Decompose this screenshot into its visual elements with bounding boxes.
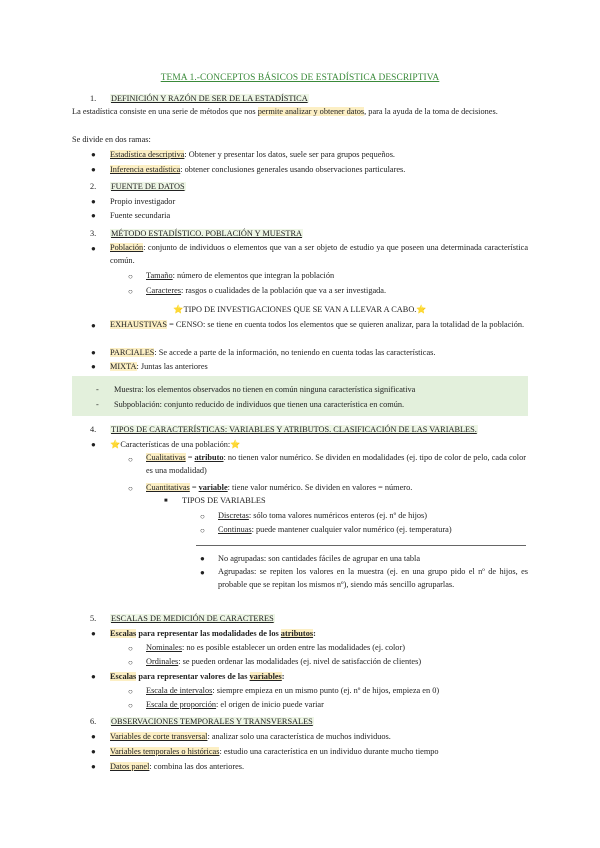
caracteristicas-item: [110, 439, 241, 451]
bullet-icon: ●: [200, 568, 205, 577]
list-item: [218, 510, 427, 522]
bullet-icon: ●: [91, 629, 96, 638]
list-item: Propio investigador: [110, 197, 176, 206]
list-item: [146, 285, 386, 297]
bullet-icon: ●: [91, 150, 96, 159]
bullet-icon: ●: [91, 732, 96, 741]
term: Ordinales: [146, 657, 179, 666]
intro-text-end: , para la ayuda de la toma de decisiones.: [364, 107, 498, 116]
term: Tamaño: [146, 271, 173, 280]
desc: : conjunto de individuos o elementos que van a ser objeto de estudio ya que poseen una determinada característica común.: [110, 243, 528, 265]
bullet-icon: ●: [91, 747, 96, 756]
term: EXHAUSTIVAS: [110, 320, 168, 329]
term: variables: [249, 672, 282, 681]
section-number: 6.: [90, 717, 97, 726]
desc: : combina las dos anteriores.: [149, 762, 245, 771]
tipos-variables-label: TIPOS DE VARIABLES: [182, 496, 266, 505]
section-title: ESCALAS DE MEDICIÓN DE CARACTERES: [111, 614, 274, 623]
bullet-icon: ●: [91, 440, 96, 449]
desc: = CENSO: se tiene en cuenta todos los elementos que se quieren analizar, para la totalidad de la población.: [167, 320, 525, 329]
list-item: [110, 746, 439, 758]
list-item: [146, 685, 439, 697]
circle-bullet-icon: ○: [128, 644, 133, 653]
document-title: TEMA 1.-CONCEPTOS BÁSICOS DE ESTADÍSTICA DESCRIPTIVA: [160, 73, 440, 83]
cuantitativas-item: [146, 482, 412, 494]
desc: : no tienen valor numérico. Se dividen en modalidades (ej. tipo de color de pelo, cada color es una modalidad): [146, 453, 527, 475]
circle-bullet-icon: ○: [128, 455, 133, 464]
text: :: [313, 629, 316, 638]
box-item: Subpoblación: conjunto reducido de individuos que tienen una característica en común.: [114, 400, 405, 409]
term: MIXTA: [110, 362, 137, 371]
eq: =: [185, 453, 195, 462]
term: PARCIALES: [110, 348, 155, 357]
poblacion-item: [110, 242, 528, 267]
eq: =: [189, 483, 199, 492]
desc: : siempre empieza en un mismo punto (ej. nº de hijos, empieza en 0): [212, 686, 440, 695]
attr: variable: [198, 483, 228, 492]
dash-icon: -: [96, 400, 99, 409]
term: atributos: [280, 629, 314, 638]
attr: atributo: [194, 453, 224, 462]
term: Población: [110, 243, 144, 252]
tipos-investigacion-heading: [0, 304, 600, 316]
term: Escalas: [110, 629, 137, 638]
desc: : número de elementos que integran la población: [172, 271, 335, 280]
star-icon: ⭐: [110, 440, 121, 449]
list-item: [110, 319, 528, 332]
desc: : sólo toma valores numéricos enteros (ej. nº de hijos): [248, 511, 428, 520]
bullet-icon: ●: [91, 321, 96, 330]
section-number: 2.: [90, 182, 97, 191]
bullet-icon: ●: [91, 762, 96, 771]
intro-text: La estadística consiste en una serie de métodos que nos: [72, 107, 258, 116]
list-item: [218, 524, 452, 536]
divider: [196, 545, 526, 546]
bullet-icon: ●: [91, 348, 96, 357]
desc: : obtener conclusiones generales usando observaciones particulares.: [180, 165, 406, 174]
term: Continuas: [218, 525, 252, 534]
list-item: [146, 642, 405, 654]
bullet-icon: ●: [91, 244, 96, 253]
desc: : Se accede a parte de la información, no teniendo en cuenta todas las características.: [154, 348, 436, 357]
term: Nominales: [146, 643, 182, 652]
desc: : tiene valor numérico. Se dividen en valores = número.: [227, 483, 413, 492]
circle-bullet-icon: ○: [128, 272, 133, 281]
text: para representar valores de las: [136, 672, 250, 681]
section-title: OBSERVACIONES TEMPORALES Y TRANSVERSALES: [111, 717, 313, 726]
list-item: [146, 270, 334, 282]
escalas-atributos: [110, 628, 316, 640]
escalas-variables: [110, 671, 285, 683]
circle-bullet-icon: ○: [128, 658, 133, 667]
term: Variables de corte transversal: [110, 732, 208, 741]
term: Variables temporales o históricas: [110, 747, 220, 756]
term: Escalas: [110, 672, 137, 681]
bullet-icon: ●: [91, 672, 96, 681]
circle-bullet-icon: ○: [128, 287, 133, 296]
term: Inferencia estadística: [110, 165, 181, 174]
list-item: [146, 699, 324, 711]
desc: : se pueden ordenar las modalidades (ej. nivel de satisfacción de clientes): [178, 657, 422, 666]
section-number: 4.: [90, 425, 97, 434]
list-item: [110, 361, 208, 373]
intro-paragraph: [72, 106, 528, 119]
star-icon: ⭐: [230, 440, 241, 449]
section-title: TIPOS DE CARACTERÍSTICAS: VARIABLES Y ATRIBUTOS. CLASIFICACIÓN DE LAS VARIABLES.: [111, 425, 477, 434]
list-item: [146, 656, 421, 668]
cualitativas-item: [146, 452, 528, 477]
heading-text: TIPO DE INVESTIGACIONES QUE SE VAN A LLEVAR A CABO.: [183, 305, 417, 314]
list-item: [110, 731, 391, 743]
circle-bullet-icon: ○: [128, 701, 133, 710]
box-item: Muestra: los elementos observados no tienen en común ninguna característica significativa: [114, 385, 416, 394]
section-title: FUENTE DE DATOS: [111, 182, 185, 191]
text: Características de una población:: [120, 440, 231, 449]
bullet-icon: ●: [91, 197, 96, 206]
term: Escala de intervalos: [146, 686, 213, 695]
list-item: Agrupadas: se repiten los valores en la muestra (ej. en una grupo pido el nº de hijos, es probable que se repitan los mismos nº), siendo más sencillo agruparlas.: [218, 567, 528, 589]
list-item: [110, 761, 244, 773]
bullet-icon: ●: [91, 211, 96, 220]
section-number: 1.: [90, 94, 97, 103]
square-bullet-icon: ■: [164, 498, 168, 504]
bullet-icon: ●: [91, 362, 96, 371]
term: Datos panel: [110, 762, 150, 771]
bullet-icon: ●: [200, 554, 205, 563]
list-item: [110, 164, 405, 176]
star-icon: ⭐: [173, 305, 184, 314]
term: Escala de proporción: [146, 700, 217, 709]
term: Estadística descriptiva: [110, 150, 185, 159]
term: Cualitativas: [146, 453, 186, 462]
list-item: [110, 149, 395, 161]
dash-icon: -: [96, 385, 99, 394]
star-icon: ⭐: [416, 305, 427, 314]
desc: : el origen de inicio puede variar: [216, 700, 324, 709]
term: Caracteres: [146, 286, 182, 295]
desc: : analizar solo una característica de muchos individuos.: [207, 732, 391, 741]
desc: : no es posible establecer un orden entre las modalidades (ej. color): [181, 643, 405, 652]
bullet-icon: ●: [91, 165, 96, 174]
circle-bullet-icon: ○: [200, 526, 205, 535]
desc: : rasgos o cualidades de la población que va a ser investigada.: [181, 286, 387, 295]
circle-bullet-icon: ○: [128, 484, 133, 493]
desc: : estudio una característica en un individuo durante mucho tiempo: [219, 747, 439, 756]
section-title: DEFINICIÓN Y RAZÓN DE SER DE LA ESTADÍSTICA: [111, 94, 308, 103]
term: Cuantitativas: [146, 483, 190, 492]
divide-text: Se divide en dos ramas:: [72, 135, 151, 144]
circle-bullet-icon: ○: [200, 512, 205, 521]
section-number: 5.: [90, 614, 97, 623]
section-title: MÉTODO ESTADÍSTICO. POBLACIÓN Y MUESTRA: [111, 229, 303, 238]
text: :: [281, 672, 285, 681]
desc: : puede mantener cualquier valor numérico (ej. temperatura): [251, 525, 452, 534]
intro-highlight: permite analizar y obtener datos: [257, 107, 365, 116]
text: para representar las modalidades de los: [136, 629, 281, 638]
list-item: No agrupadas: son cantidades fáciles de agrupar en una tabla: [218, 554, 421, 563]
list-item: Fuente secundaria: [110, 211, 171, 220]
desc: : Juntas las anteriores: [136, 362, 208, 371]
circle-bullet-icon: ○: [128, 687, 133, 696]
section-number: 3.: [90, 229, 97, 238]
desc: : Obtener y presentar los datos, suele ser para grupos pequeños.: [184, 150, 396, 159]
term: Discretas: [218, 511, 249, 520]
list-item: [110, 347, 435, 359]
